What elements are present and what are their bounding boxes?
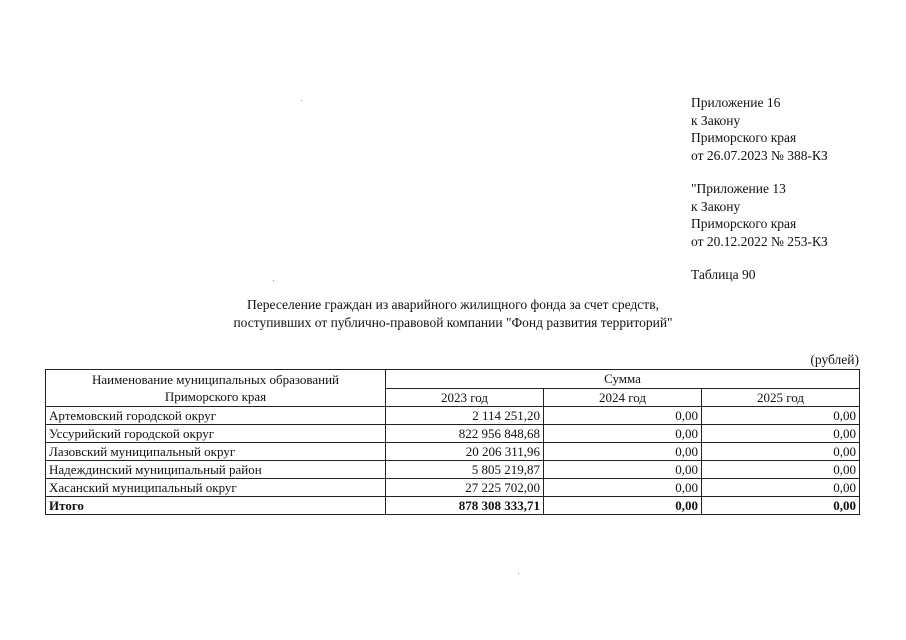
scan-speck [273, 280, 274, 281]
header-name [46, 370, 386, 407]
table-row [46, 479, 860, 497]
total-2024: 0,00 [544, 497, 702, 515]
value-2025: 0,00 [702, 425, 860, 443]
municipality-name: Лазовский муниципальный округ [46, 443, 386, 461]
value-2024: 0,00 [544, 443, 702, 461]
value-2023: 822 956 848,68 [386, 425, 544, 443]
total-2025: 0,00 [702, 497, 860, 515]
value-2025: 0,00 [702, 461, 860, 479]
appendix-current [691, 94, 828, 164]
value-2023: 27 225 702,00 [386, 479, 544, 497]
value-2024: 0,00 [544, 425, 702, 443]
appendix-line: к Закону [691, 112, 741, 128]
appendix-line: Приложение 16 [691, 95, 781, 110]
table-number: Таблица 90 [691, 267, 756, 282]
title-line: Переселение граждан из аварийного жилищного фонда за счет средств, [247, 297, 659, 312]
municipality-name: Артемовский городской округ [46, 407, 386, 425]
header-name-line: Приморского края [164, 389, 267, 404]
total-row [46, 497, 860, 515]
appendix-line: от 26.07.2023 № 388-КЗ [691, 147, 828, 163]
table-row [46, 407, 860, 425]
table-header-row [46, 370, 860, 389]
header-name-line: Наименование муниципальных образований [91, 372, 340, 387]
municipality-name: Надеждинский муниципальный район [46, 461, 386, 479]
table-row [46, 425, 860, 443]
header-year-2023: 2023 год [386, 388, 544, 407]
appendix-line: к Закону [691, 198, 741, 214]
table-row [46, 461, 860, 479]
header-sum: Сумма [386, 370, 860, 389]
municipality-name: Уссурийский городской округ [46, 425, 386, 443]
value-2024: 0,00 [544, 461, 702, 479]
value-2025: 0,00 [702, 407, 860, 425]
value-2023: 2 114 251,20 [386, 407, 544, 425]
total-label: Итого [46, 497, 386, 515]
table-row [46, 443, 860, 461]
document-title [150, 296, 756, 331]
value-2023: 5 805 219,87 [386, 461, 544, 479]
appendix-line: Приморского края [691, 130, 797, 145]
units-label: (рублей) [810, 352, 859, 367]
value-2024: 0,00 [544, 479, 702, 497]
scan-speck [518, 573, 519, 574]
funding-table [45, 369, 860, 515]
value-2025: 0,00 [702, 443, 860, 461]
scan-speck [301, 100, 302, 101]
value-2025: 0,00 [702, 479, 860, 497]
header-year-2024: 2024 год [544, 388, 702, 407]
header-year-2025: 2025 год [702, 388, 860, 407]
appendix-amended [691, 180, 828, 250]
municipality-name: Хасанский муниципальный округ [46, 479, 386, 497]
total-2023: 878 308 333,71 [386, 497, 544, 515]
appendix-line: "Приложение 13 [691, 181, 786, 196]
value-2024: 0,00 [544, 407, 702, 425]
appendix-line: Приморского края [691, 216, 797, 231]
appendix-line: от 20.12.2022 № 253-КЗ [691, 233, 828, 249]
value-2023: 20 206 311,96 [386, 443, 544, 461]
title-line: поступивших от публично-правовой компании "Фонд развития территорий" [233, 314, 673, 330]
